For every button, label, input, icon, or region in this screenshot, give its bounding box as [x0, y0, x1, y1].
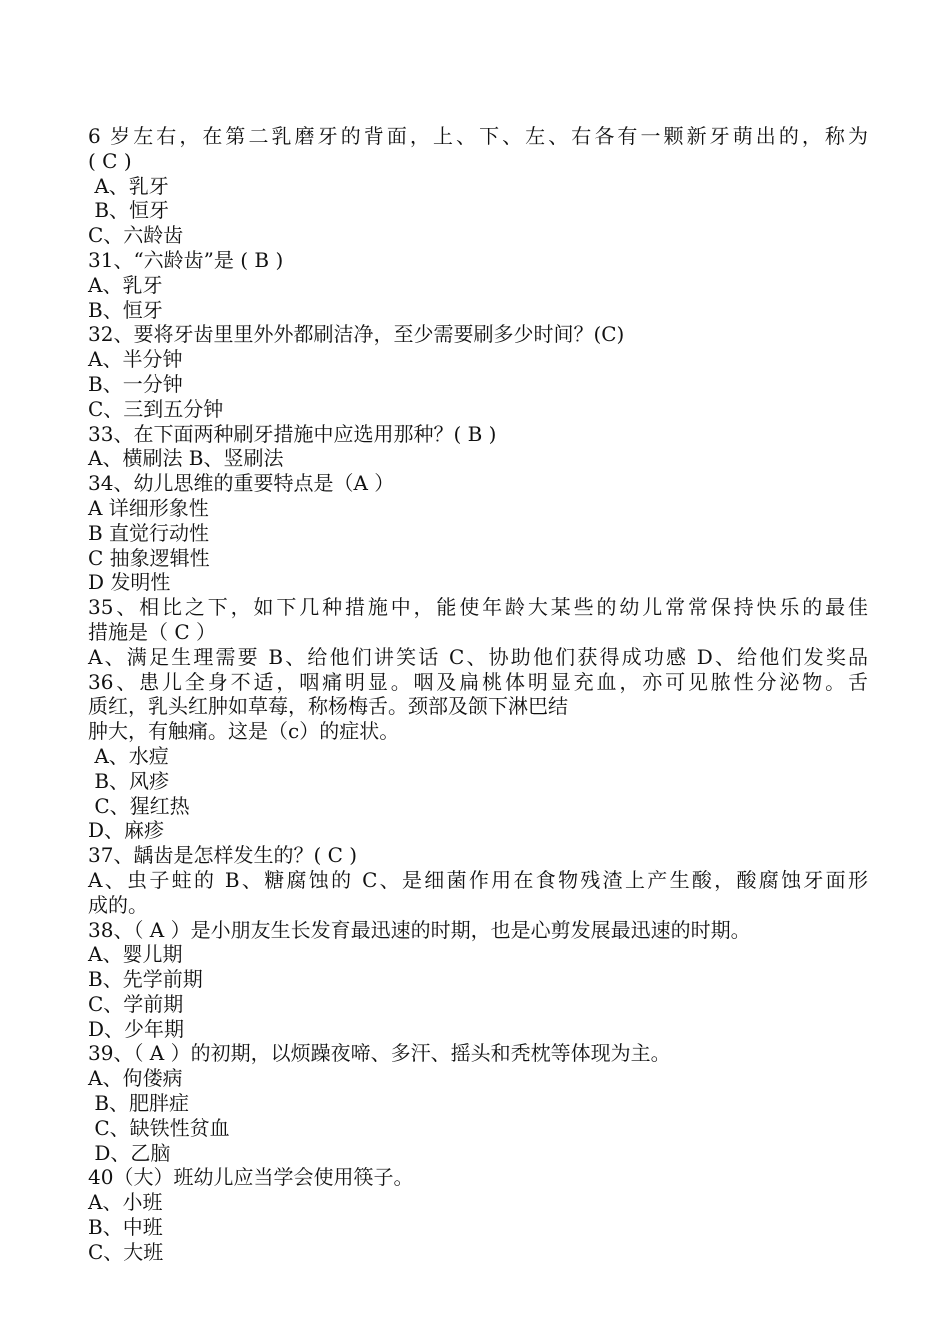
question-30-option-a: A、乳牙 [88, 173, 169, 198]
question-39-option-a: A、佝偻病 [88, 1066, 183, 1091]
question-38-option-b: B、先学前期 [88, 967, 203, 992]
question-34-option-d: D 发明性 [88, 570, 171, 595]
question-32-option-a: A、半分钟 [88, 347, 183, 372]
question-39-option-d: D、乙脑 [88, 1140, 171, 1165]
question-37-options-line-2: 成的。 [88, 892, 148, 917]
question-35-options: A、满足生理需要 B、给他们讲笑话 C、协助他们获得成功感 D、给他们发奖品 [88, 644, 868, 669]
question-39-option-b: B、肥胖症 [88, 1091, 190, 1116]
question-35-stem-line-1: 35、相比之下，如下几种措施中，能使年龄大某些的幼儿常常保持快乐的最佳 [88, 595, 868, 620]
question-36-option-a: A、水痘 [88, 743, 169, 768]
question-32-option-c: C、三到五分钟 [88, 396, 224, 421]
question-39-option-c: C、缺铁性贫血 [88, 1115, 230, 1140]
question-40-option-c: C、大班 [88, 1239, 164, 1264]
question-33-options: A、横刷法 B、竖刷法 [88, 446, 284, 471]
question-34-stem: 34、幼儿思维的重要特点是（A ） [88, 471, 395, 496]
question-40-stem: 40（大）班幼儿应当学会使用筷子。 [88, 1165, 414, 1190]
question-36-option-c: C、猩红热 [88, 793, 190, 818]
question-34-option-a: A 详细形象性 [88, 495, 209, 520]
question-30-stem-line-1: 6 岁左右，在第二乳磨牙的背面，上、下、左、右各有一颗新牙萌出的，称为 [88, 124, 868, 148]
question-36-stem-line-3: 肿大，有触痛。这是（c）的症状。 [88, 719, 400, 744]
question-32-option-b: B、一分钟 [88, 371, 183, 396]
question-38-option-d: D、少年期 [88, 1016, 185, 1041]
question-37-options-line-1: A、虫子蛀的 B、糖腐蚀的 C、是细菌作用在食物残渣上产生酸，酸腐蚀牙面形 [88, 867, 868, 892]
question-39-stem: 39、（ A ）的初期，以烦躁夜啼、多汗、摇头和秃枕等体现为主。 [88, 1041, 671, 1066]
question-31-stem: 31、“六龄齿”是 ( B ) [88, 247, 284, 272]
question-30-option-b: B、恒牙 [88, 198, 170, 223]
question-36-stem-line-1: 36、患儿全身不适，咽痛明显。咽及扁桃体明显充血，亦可见脓性分泌物。舌 [88, 669, 868, 694]
question-32-stem: 32、要将牙齿里里外外都刷洁净，至少需要刷多少时间？(C) [88, 322, 625, 347]
question-40-option-a: A、小班 [88, 1190, 163, 1215]
question-36-stem-line-2: 质红，乳头红肿如草莓，称杨梅舌。颈部及颌下淋巴结 [88, 694, 568, 719]
question-34-option-b: B 直觉行动性 [88, 520, 210, 545]
question-30-option-c: C、六龄齿 [88, 223, 184, 248]
question-36-option-d: D、麻疹 [88, 818, 165, 843]
question-31-option-a: A、乳牙 [88, 272, 163, 297]
question-38-option-c: C、学前期 [88, 991, 184, 1016]
question-30-stem-line-2: ( C ) [88, 148, 132, 173]
question-31-option-b: B、恒牙 [88, 297, 163, 322]
question-38-stem: 38、（ A ）是小朋友生长发育最迅速的时期，也是心剪发展最迅速的时期。 [88, 917, 751, 942]
document-body [88, 124, 868, 1265]
question-40-option-b: B、中班 [88, 1215, 163, 1240]
question-34-option-c: C 抽象逻辑性 [88, 545, 210, 570]
question-35-stem-line-2: 措施是（ C ） [88, 619, 217, 644]
question-36-option-b: B、风疹 [88, 768, 170, 793]
question-38-option-a: A、婴儿期 [88, 942, 183, 967]
question-37-stem: 37、龋齿是怎样发生的？( C ) [88, 843, 358, 868]
question-33-stem: 33、在下面两种刷牙措施中应选用那种？( B ) [88, 421, 497, 446]
